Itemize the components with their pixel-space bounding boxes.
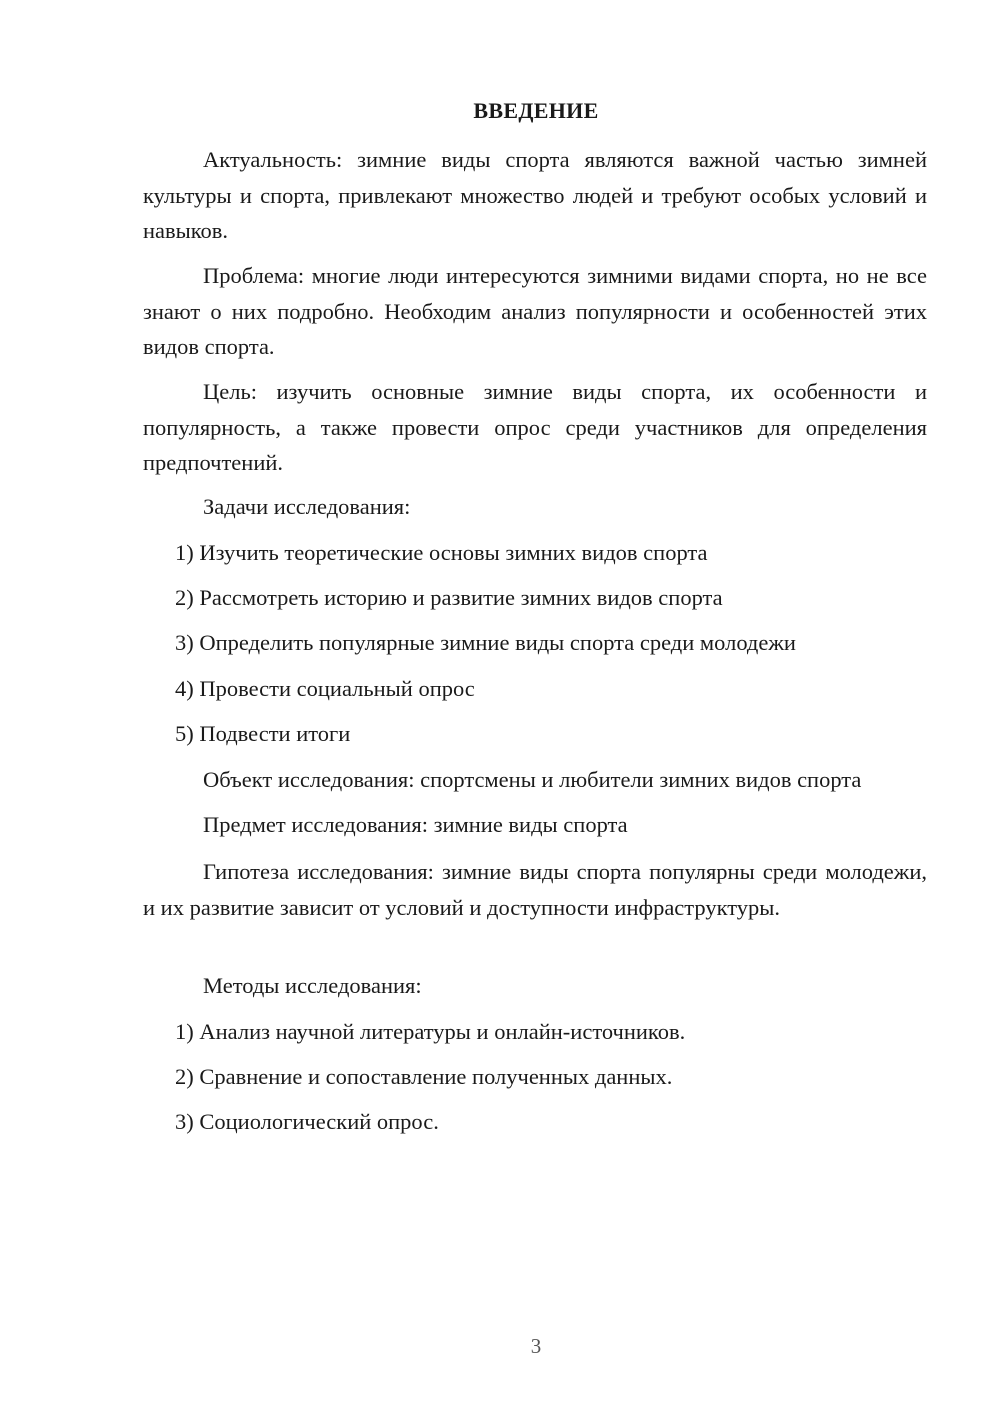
hypothesis-paragraph: Гипотеза исследования: зимние виды спорта популярны среди молодежи, и их развитие зависит от условий и доступности инфраструктуры. [143,859,927,920]
task-item: 1) Изучить теоретические основы зимних видов спорта [175,540,708,565]
tasks-heading: Задачи исследования: [203,494,411,519]
method-item: 1) Анализ научной литературы и онлайн-источников. [175,1019,686,1044]
task-item: 2) Рассмотреть историю и развитие зимних видов спорта [175,585,723,610]
task-item: 3) Определить популярные зимние виды спорта среди молодежи [175,630,796,655]
relevance-paragraph: Актуальность: зимние виды спорта являются важной частью зимней культуры и спорта, привлекают множество людей и требуют особых условий и навыков. [143,147,927,243]
task-item: 4) Провести социальный опрос [175,676,475,701]
method-item: 2) Сравнение и сопоставление полученных данных. [175,1064,673,1089]
research-subject: Предмет исследования: зимние виды спорта [203,812,628,837]
problem-paragraph: Проблема: многие люди интересуются зимними видами спорта, но не все знают о них подробно. Необходим анализ популярности и особенностей этих видов спорта. [143,263,927,359]
task-item: 5) Подвести итоги [175,721,351,746]
section-title: ВВЕДЕНИЕ [473,98,599,123]
methods-heading: Методы исследования: [203,973,422,998]
goal-paragraph: Цель: изучить основные зимние виды спорта, их особенности и популярность, а также провести опрос среди участников для определения предпочтений. [143,379,927,475]
method-item: 3) Социологический опрос. [175,1109,439,1134]
page-number: 3 [530,1334,542,1358]
research-object: Объект исследования: спортсмены и любители зимних видов спорта [203,767,862,792]
